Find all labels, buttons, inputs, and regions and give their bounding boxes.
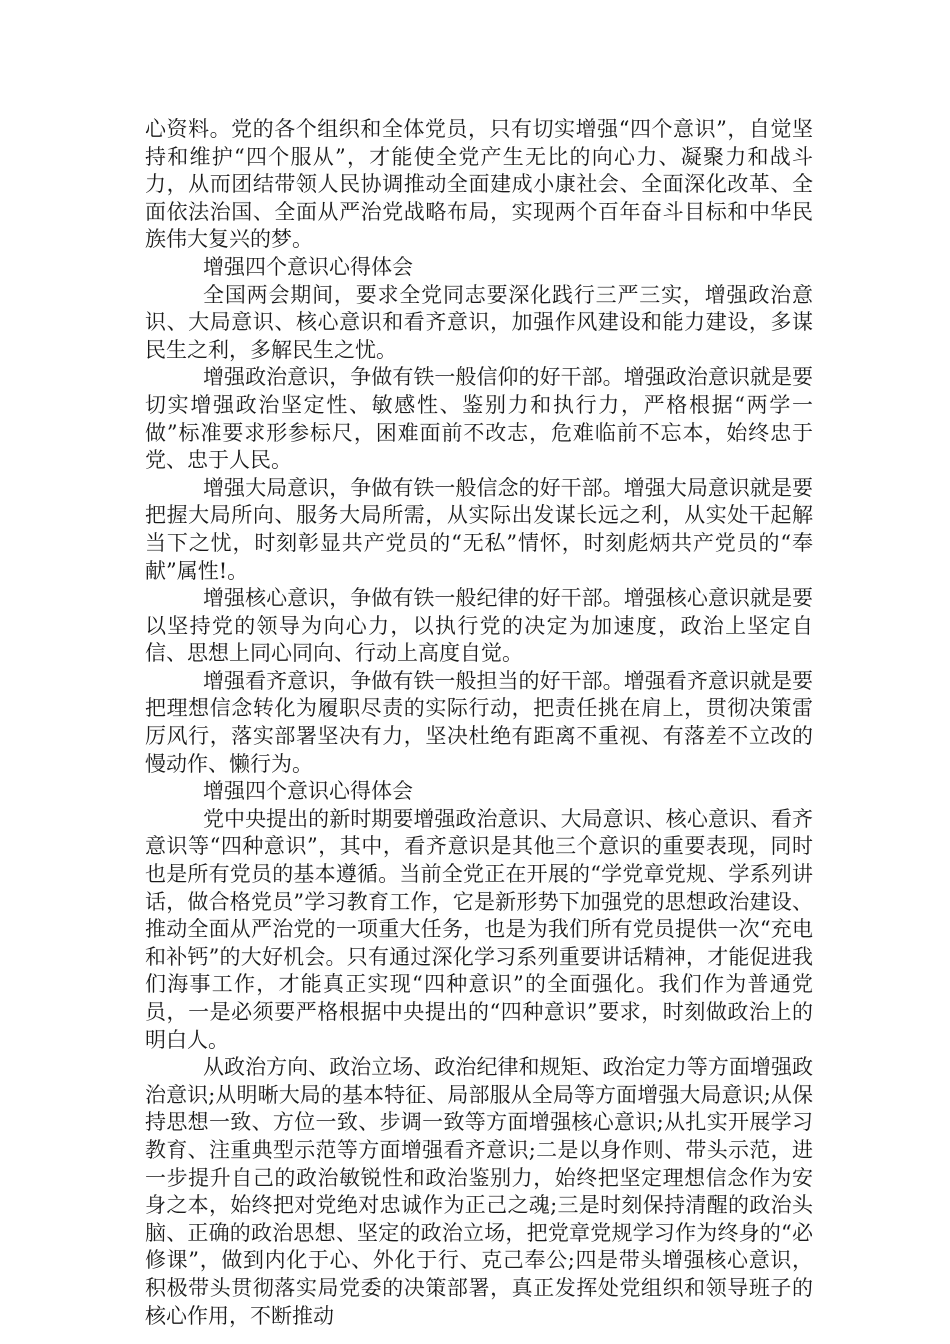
paragraph-3: 增强政治意识，争做有铁一般信仰的好干部。增强政治意识就是要切实增强政治坚定性、敏感性、鉴别力和执行力，严格根据“两学一做”标准要求形参标尺，困难面前不改志，危难临前不忘本，始终忠于党、忠于人民。 [145, 365, 813, 473]
document-body [145, 116, 813, 1330]
paragraph-1: 心资料。党的各个组织和全体党员，只有切实增强“四个意识”，自觉坚持和维护“四个服从”，才能使全党产生无比的向心力、凝聚力和战斗力，从而团结带领人民协调推动全面建成小康社会、全面深化改革、全面依法治国、全面从严治党战略布局，实现两个百年奋斗目标和中华民族伟大复兴的梦。 [145, 117, 813, 252]
paragraph-2: 全国两会期间，要求全党同志要深化践行三严三实，增强政治意识、大局意识、核心意识和看齐意识，加强作风建设和能力建设，多谋民生之利，多解民生之忧。 [145, 282, 813, 362]
paragraph-4: 增强大局意识，争做有铁一般信念的好干部。增强大局意识就是要把握大局所向、服务大局所需，从实际出发谋长远之利，从实处干起解当下之忧，时刻彰显共产党员的“无私”情怀，时刻彪炳共产党员的“奉献”属性!。 [145, 475, 813, 583]
paragraph-8: 从政治方向、政治立场、政治纪律和规矩、政治定力等方面增强政治意识;从明晰大局的基本特征、局部服从全局等方面增强大局意识;从保持思想一致、方位一致、步调一致等方面增强核心意识;从扎实开展学习教育、注重典型示范等方面增强看齐意识;二是以身作则、带头示范，进一步提升自己的政治敏锐性和政治鉴别力，始终把坚定理想信念作为安身之本，始终把对党绝对忠诚作为正己之魂;三是时刻保持清醒的政治头脑、正确的政治思想、坚定的政治立场，把党章党规学习作为终身的“必修课”，做到内化于心、外化于行、克己奉公;四是带头增强核心意识，积极带头贯彻落实局党委的决策部署，真正发挥处党组织和领导班子的核心作用，不断推动 [145, 1055, 813, 1328]
paragraph-5: 增强核心意识，争做有铁一般纪律的好干部。增强核心意识就是要以坚持党的领导为向心力，以执行党的决定为加速度，政治上坚定自信、思想上同心同向、行动上高度自觉。 [145, 586, 813, 666]
section-heading-1: 增强四个意识心得体会 [203, 254, 413, 279]
paragraph-6: 增强看齐意识，争做有铁一般担当的好干部。增强看齐意识就是要把理想信念转化为履职尽责的实际行动，把责任挑在肩上，贯彻决策雷厉风行，落实部署坚决有力，坚决杜绝有距离不重视、有落差不立改的慢动作、懒行为。 [145, 668, 813, 776]
section-heading-2: 增强四个意识心得体会 [203, 779, 413, 804]
paragraph-7: 党中央提出的新时期要增强政治意识、大局意识、核心意识、看齐意识等“四种意识”，其中，看齐意识是其他三个意识的重要表现，同时也是所有党员的基本遵循。当前全党正在开展的“学党章党规、学系列讲话，做合格党员”学习教育工作，它是新形势下加强党的思想政治建设、推动全面从严治党的一项重大任务，也是为我们所有党员提供一次“充电和补钙”的大好机会。只有通过深化学习系列重要讲话精神，才能促进我们海事工作，才能真正实现“四种意识”的全面强化。我们作为普通党员，一是必须要严格根据中央提出的“四种意识”要求，时刻做政治上的明白人。 [145, 806, 813, 1052]
